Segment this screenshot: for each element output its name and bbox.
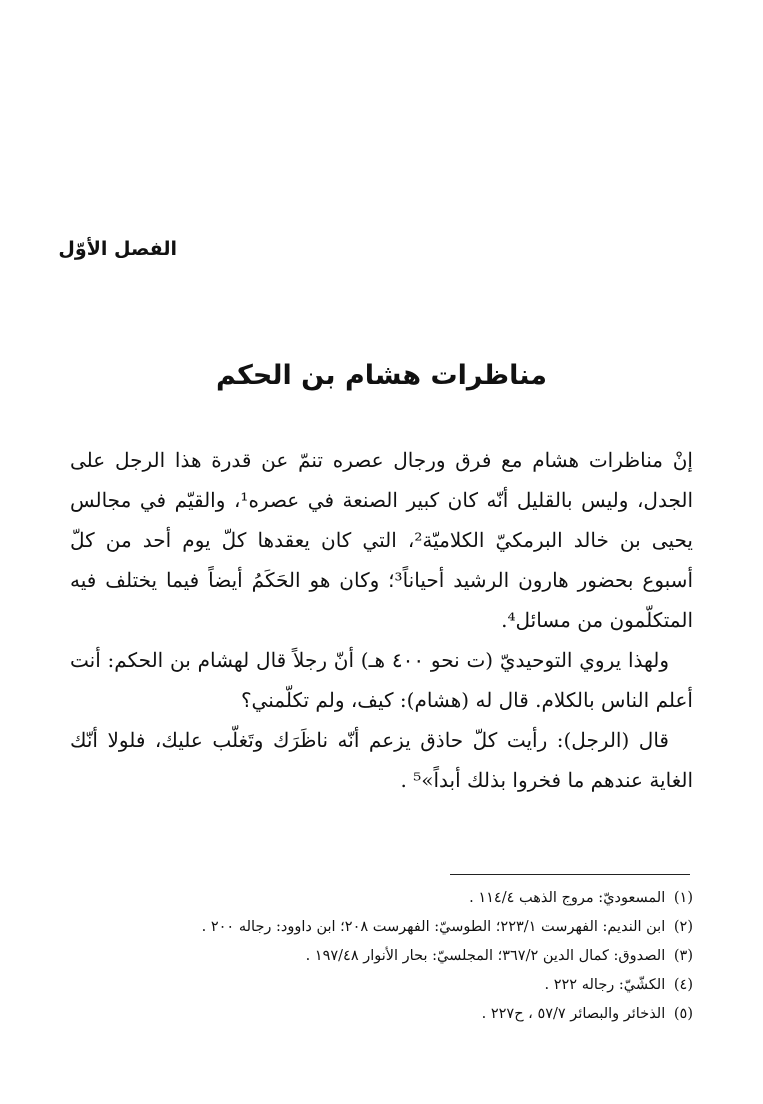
page-title: مناظرات هشام بن الحكم — [216, 360, 547, 391]
footnote-number: (٤) — [673, 977, 693, 993]
footnote-text: الذخائر والبصائر ٥٧/٧ ، ح٢٢٧ . — [481, 1006, 666, 1022]
paragraph-3: قال (الرجل): رأيت كلّ حاذق يزعم أنّه ناظَرَك وتَغلّب عليك، فلولا أنّك الغاية عندهم ما فخروا بذلك أبداً»⁵ . — [70, 728, 693, 792]
footnote-number: (٣) — [673, 948, 693, 964]
footnote-text: الصدوق: كمال الدين ٣٦٧/٢؛ المجلسيّ: بحار الأنوار ١٩٧/٤٨ . — [305, 948, 666, 964]
footnote — [70, 884, 693, 913]
footnote-text: الكشّيّ: رجاله ٢٢٢ . — [544, 977, 666, 993]
footnote — [70, 1000, 693, 1029]
footnote-text: ابن النديم: الفهرست ٢٢٣/١؛ الطوسيّ: الفهرست ٢٠٨؛ ابن داوود: رجاله ٢٠٠ . — [201, 919, 666, 935]
footnote — [70, 971, 693, 1000]
footnote — [70, 942, 693, 971]
footnote-separator — [450, 874, 690, 875]
paragraph-2: ولهذا يروي التوحيديّ (ت نحو ٤٠٠ هـ) أنّ رجلاً قال لهشام بن الحكم: أنت أعلم الناس بالكلام. قال له (هشام): كيف، ولم تكلّمني؟ — [70, 648, 693, 712]
footnote-number: (١) — [673, 890, 693, 906]
footnote-text: المسعوديّ: مروج الذهب ١١٤/٤ . — [469, 890, 666, 906]
footnote-number: (٢) — [673, 919, 693, 935]
footnote-number: (٥) — [673, 1006, 693, 1022]
chapter-label: الفصل الأوّل — [58, 238, 177, 260]
paragraph-1: إنْ مناظرات هشام مع فرق ورجال عصره تنمّ عن قدرة هذا الرجل على الجدل، وليس بالقليل أنّه كان كبير الصنعة في عصره¹، والقيّم في مجالس يحيى بن خالد البرمكيّ الكلاميّة²، التي كان يعقدها كلّ يوم أحد من كلّ أسبوع بحضور هارون الرشيد أحياناً³؛ وكان هو الحَكَمُ أيضاً فيما يختلف فيه المتكلّمون من مسائل⁴. — [70, 448, 693, 632]
footnotes — [70, 884, 693, 1029]
body-text — [70, 440, 693, 800]
footnote — [70, 913, 693, 942]
